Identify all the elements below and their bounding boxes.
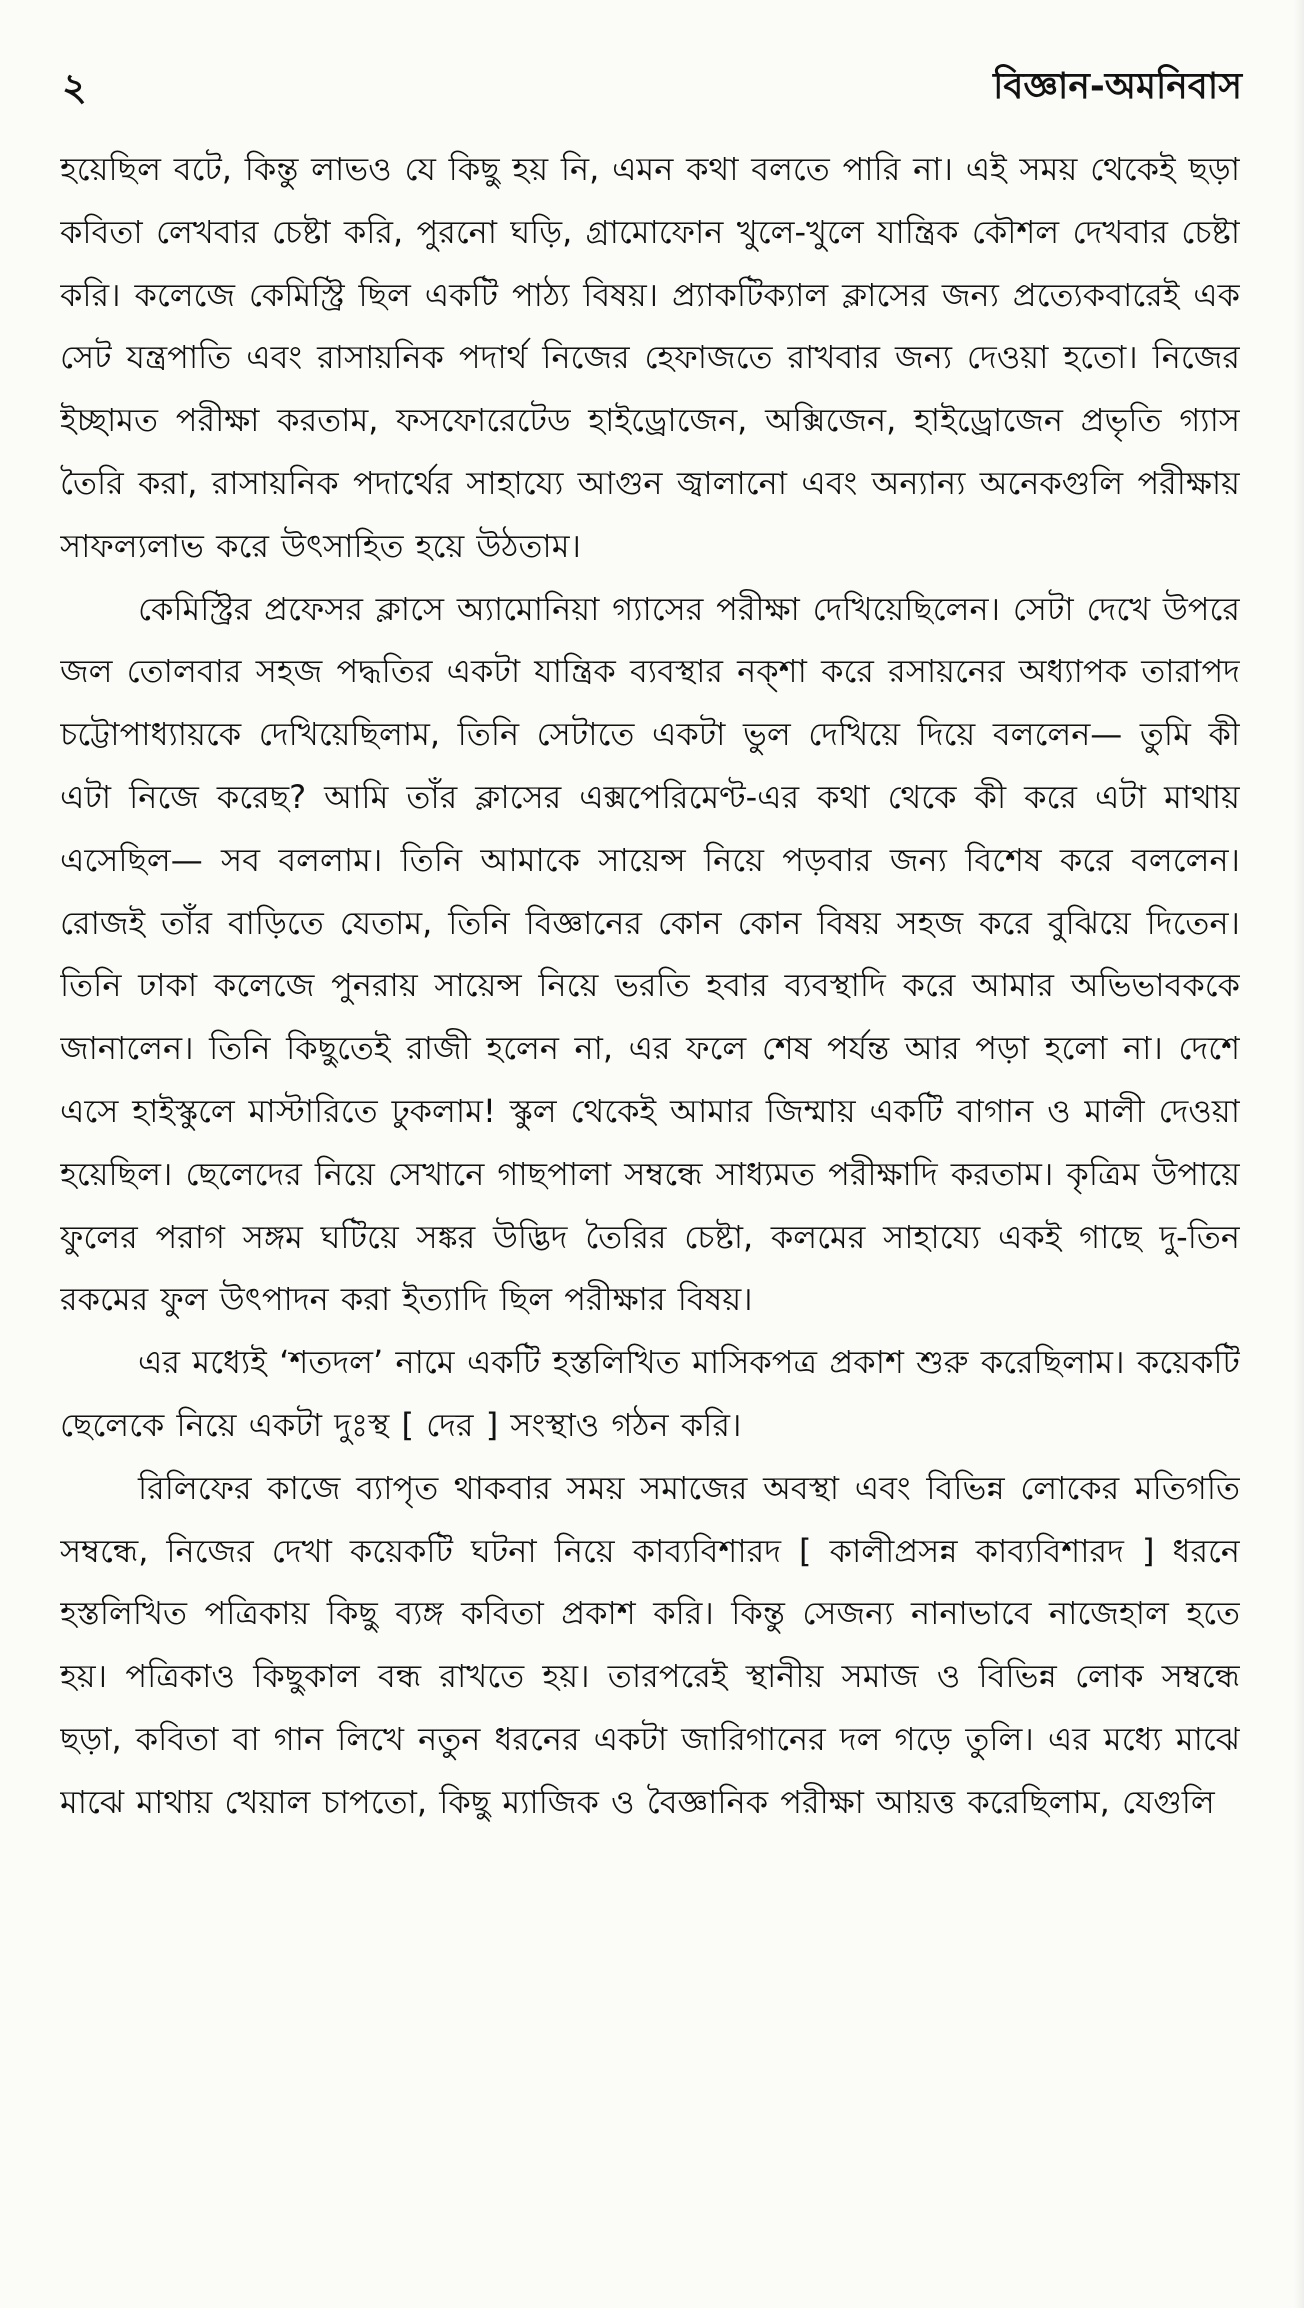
page-number: ২ — [62, 65, 87, 109]
paragraph: রিলিফের কাজে ব্যাপৃত থাকবার সময় সমাজের অবস্থা এবং বিভিন্ন লোকের মতিগতি সম্বন্ধে, নিজের দেখা কয়েকটি ঘটনা নিয়ে কাব্যবিশারদ [ কালীপ্রসন্ন কাব্যবিশারদ ] ধরনে হস্তলিখিত পত্রিকায় কিছু ব্যঙ্গ কবিতা প্রকাশ করি। কিন্তু সেজন্য নানাভাবে নাজেহাল হতে হয়। পত্রিকাও কিছুকাল বন্ধ রাখতে হয়। তারপরেই স্থানীয় সমাজ ও বিভিন্ন লোক সম্বন্ধে ছড়া, কবিতা বা গান লিখে নতুন ধরনের একটা জারিগানের দল গড়ে তুলি। এর মধ্যে মাঝে মাঝে মাথায় খেয়াল চাপতো, কিছু ম্যাজিক ও বৈজ্ঞানিক পরীক্ষা আয়ত্ত করেছিলাম, যেগুলি — [60, 1468, 1240, 1821]
paragraph: হয়েছিল বটে, কিন্তু লাভও যে কিছু হয় নি, এমন কথা বলতে পারি না। এই সময় থেকেই ছড়া কবিতা লেখবার চেষ্টা করি, পুরনো ঘড়ি, গ্রামোফোন খুলে-খুলে যান্ত্রিক কৌশল দেখবার চেষ্টা করি। কলেজে কেমিস্ট্রি ছিল একটি পাঠ্য বিষয়। প্র্যাকটিক্যাল ক্লাসের জন্য প্রত্যেকবারেই এক সেট যন্ত্রপাতি এবং রাসায়নিক পদার্থ নিজের হেফাজতে রাখবার জন্য দেওয়া হতো। নিজের ইচ্ছামত পরীক্ষা করতাম, ফসফোরেটেড হাইড্রোজেন, অক্সিজেন, হাইড্রোজেন প্রভৃতি গ্যাস তৈরি করা, রাসায়নিক পদার্থের সাহায্যে আগুন জ্বালানো এবং অন্যান্য অনেকগুলি পরীক্ষায় সাফল্যলাভ করে উৎসাহিত হয়ে উঠতাম। — [60, 150, 1240, 565]
paragraph: কেমিস্ট্রির প্রফেসর ক্লাসে অ্যামোনিয়া গ্যাসের পরীক্ষা দেখিয়েছিলেন। সেটা দেখে উপরে জল তোলবার সহজ পদ্ধতির একটা যান্ত্রিক ব্যবস্থার নক্‌শা করে রসায়নের অধ্যাপক তারাপদ চট্টোপাধ্যায়কে দেখিয়েছিলাম, তিনি সেটাতে একটা ভুল দেখিয়ে দিয়ে বললেন— তুমি কী এটা নিজে করেছ? আমি তাঁর ক্লাসের এক্সপেরিমেণ্ট-এর কথা থেকে কী করে এটা মাথায় এসেছিল— সব বললাম। তিনি আমাকে সায়েন্স নিয়ে পড়বার জন্য বিশেষ করে বললেন। রোজই তাঁর বাড়িতে যেতাম, তিনি বিজ্ঞানের কোন কোন বিষয় সহজ করে বুঝিয়ে দিতেন। তিনি ঢাকা কলেজে পুনরায় সায়েন্স নিয়ে ভরতি হবার ব্যবস্থাদি করে আমার অভিভাবককে জানালেন। তিনি কিছুতেই রাজী হলেন না, এর ফলে শেষ পর্যন্ত আর পড়া হলো না। দেশে এসে হাইস্কুলে মাস্টারিতে ঢুকলাম! স্কুল থেকেই আমার জিম্মায় একটি বাগান ও মালী দেওয়া হয়েছিল। ছেলেদের নিয়ে সেখানে গাছপালা সম্বন্ধে সাধ্যমত পরীক্ষাদি করতাম। কৃত্রিম উপায়ে ফুলের পরাগ সঙ্গম ঘটিয়ে সঙ্কর উদ্ভিদ তৈরির চেষ্টা, কলমের সাহায্যে একই গাছে দু-তিন রকমের ফুল উৎপাদন করা ইত্যাদি ছিল পরীক্ষার বিষয়। — [60, 589, 1240, 1319]
running-title: বিজ্ঞান-অমনিবাস — [993, 66, 1242, 107]
body-text — [60, 138, 1240, 2278]
page-header — [62, 52, 1242, 122]
paragraph: এর মধ্যেই ‘শতদল’ নামে একটি হস্তলিখিত মাসিকপত্র প্রকাশ শুরু করেছিলাম। কয়েকটি ছেলেকে নিয়ে একটা দুঃস্থ [ দের ] সংস্থাও গঠন করি। — [60, 1343, 1240, 1444]
page-edge-shadow — [1294, 0, 1304, 2308]
